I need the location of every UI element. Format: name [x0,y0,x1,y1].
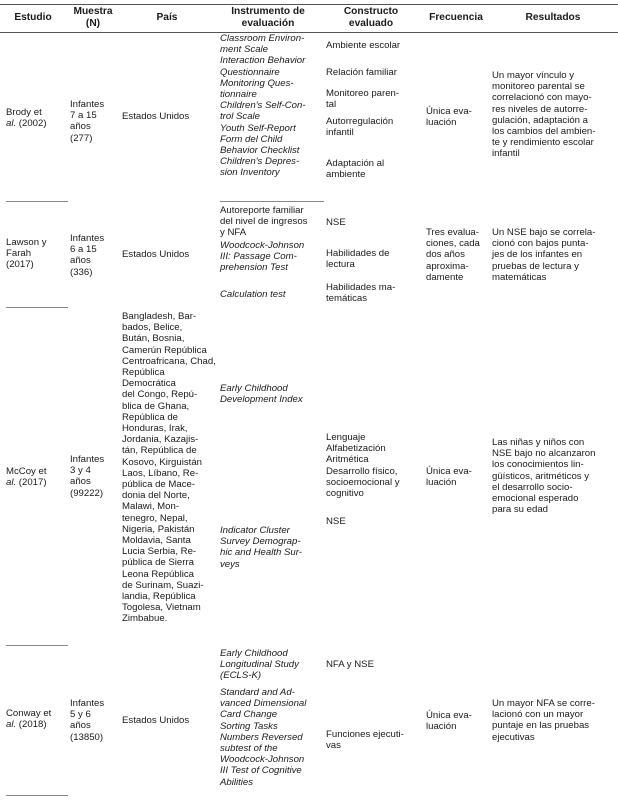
cell-resultados: Un NSE bajo se correla- cionó con bajos punta- jes de los infantes en pruebas de lectura y matemáticas [492,227,596,283]
cell-constructo-2: Habilidades de lectura [326,248,390,271]
cell-instrumento-1: Early Childhood Development Index [220,383,303,406]
row-divider [6,201,68,202]
cell-estudio [6,708,62,730]
estudio-etal: al. [6,118,17,130]
cell-constructo-4: Autorregulación infantil [326,116,394,139]
cell-muestra: Infantes 5 y 6 años (13850) [70,698,105,743]
cell-instrumento: Classroom Environ- ment Scale Interaction Behavior Questionnaire Monitoring Ques- tionnaire Children's Self-Con- trol Scale Youth Self-Report Form del Child Behavior Checklist Children's Depres- sion Inventory [220,33,306,179]
cell-constructo-3: Habilidades ma- temáticas [326,282,396,305]
cell-instrumento-2: Standard and Ad- vanced Dimensional Card Change Sorting Tasks Numbers Reversed subtest of the Woodcock-Johnson III Test of Cognitive Abilities [220,687,307,788]
cell-instrumento-3: Calculation test [220,289,286,300]
estudio-year: (2017) [16,477,47,489]
estudio-author: Conway et [6,708,52,719]
header-estudio: Estudio [14,12,52,23]
cell-pais: Estados Unidos [122,111,190,122]
cell-constructo-1: NSE [326,217,346,228]
cell-instrumento-1: Early Childhood Longitudinal Study (ECLS-K) [220,648,299,682]
estudio-etal: al. [6,477,17,489]
header-pais: País [156,12,178,23]
cell-resultados: Un mayor NFA se corre- lacionó con un mayor puntaje en las pruebas ejecutivas [492,698,595,743]
estudio-author: Brody et [6,107,42,118]
cell-pais: Bangladesh, Bar- bados, Belice, Bután, Bosnia, Camerún República Centroafricana, Chad, República Democrática del Congo, Repú- blica de Ghana, República de Honduras, Irak, Jordania, Kazajis- tán, República de Kosovo, Kirguistán Laos, Líbano, Re- pública de Mace- donia del Norte, Malawi, Mon- tenegro, Nepal, Nigeria, Pakistán Moldavia, Santa Lucia Serbia, Re- pública de Sierra Leona República de Surinam, Suazi- landia, República Togolesa, Vietnam Zimbabue. [122,311,216,625]
header-constructo: Constructo evaluado [343,6,399,29]
cell-estudio: Lawson y Farah (2017) [6,237,47,271]
cell-muestra: Infantes 7 a 15 años (277) [70,99,105,144]
cell-instrumento-1: Autoreporte familiar del nivel de ingresos y NFA [220,205,308,239]
cell-resultados: Las niñas y niños con NSE bajo no alcanzaron los conocimientos lin- güísticos, aritméticos y el desarrollo socio- emocional esperado para su edad [492,437,596,516]
cell-instrumento-2: Woodcock-Johnson III: Passage Com- prehension Test [220,240,305,274]
estudio-year: (2002) [16,118,47,130]
estudio-year: (2018) [16,719,47,731]
row-divider [220,201,324,202]
cell-instrumento-2: Indicator Cluster Survey Demograp- hic and Health Sur- veys [220,525,302,570]
row-divider [6,645,68,646]
cell-pais: Estados Unidos [122,715,190,726]
cell-constructo-5: Adaptación al ambiente [326,158,385,181]
cell-frecuencia: Única eva- luación [426,466,472,489]
top-rule [0,4,618,5]
estudio-etal: al. [6,719,17,731]
row-divider [6,795,68,796]
header-frecuencia: Frecuencia [429,12,483,23]
header-instrumento: Instrumento de evaluación [231,6,305,29]
cell-estudio [6,107,62,129]
cell-frecuencia: Única eva- luación [426,710,472,733]
header-muestra: Muestra (N) [73,6,113,29]
header-resultados: Resultados [525,12,581,23]
cell-estudio [6,466,62,488]
cell-constructo-1: Lenguaje Alfabetización Aritmética Desarrollo físico, socioemocional y cognitivo [326,432,400,500]
cell-pais: Estados Unidos [122,249,190,260]
cell-constructo-2: Funciones ejecuti- vas [326,729,404,752]
cell-constructo-3: Monitoreo paren- tal [326,88,400,111]
cell-muestra: Infantes 6 a 15 años (336) [70,233,105,278]
cell-frecuencia: Única eva- luación [426,106,472,129]
cell-constructo-1: Ambiente escolar [326,40,401,51]
row-divider [6,307,68,308]
cell-muestra: Infantes 3 y 4 años (99222) [70,454,105,499]
estudio-author: McCoy et [6,466,47,477]
cell-constructo-1: NFA y NSE [326,659,374,670]
cell-constructo-2: NSE [326,516,346,527]
cell-resultados: Un mayor vínculo y monitoreo parental se correlacionó con mayo- res niveles de autorre- gulación, adaptación a los cambios del ambien- te y rendimiento escolar infantil [492,70,596,160]
cell-frecuencia: Tres evalua- ciones, cada dos años aproxima- damente [426,227,480,283]
cell-constructo-2: Relación familiar [326,67,397,78]
